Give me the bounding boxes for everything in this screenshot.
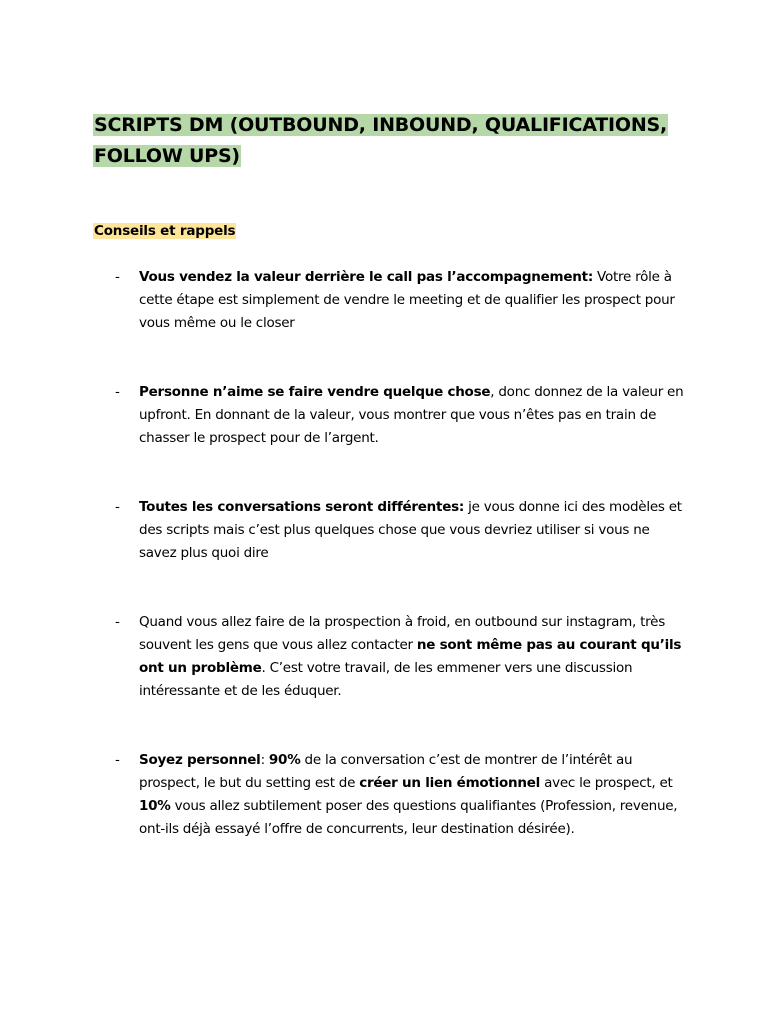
tip-item [139, 381, 684, 450]
tip-item [139, 611, 684, 703]
tip-4-bold: ne sont même pas au courant qu’ils ont un problème [139, 637, 682, 676]
tip-2-bold: Personne n’aime se faire vendre quelque chose [139, 384, 491, 400]
page-title [93, 110, 673, 172]
tip-5-bold-b: 90% [268, 752, 301, 768]
tip-5-bold-a: Soyez personnel [139, 752, 261, 768]
tip-5-bold-d: 10% [139, 798, 171, 814]
bullet-marker: - [115, 499, 120, 515]
tip-item [139, 266, 684, 335]
tip-3-text: je vous donne ici des modèles et des scripts mais c’est plus quelques chose que vous devriez utiliser si vous ne savez plus quoi dire [139, 499, 682, 561]
tip-4-text-a: Quand vous allez faire de la prospection à froid, en outbound sur instagram, très souvent les gens que vous allez contacter [139, 614, 666, 653]
section-heading [93, 220, 236, 242]
tip-item [139, 496, 684, 565]
tip-5-text-c: avec le prospect, et [540, 775, 673, 791]
tip-1-bold: Vous vendez la valeur derrière le call pas l’accompagnement: [139, 269, 593, 285]
bullet-marker: - [115, 384, 120, 400]
tip-3-bold: Toutes les conversations seront différentes: [139, 499, 465, 515]
tip-2-text: , donc donnez de la valeur en upfront. En donnant de la valeur, vous montrer que vous n’êtes pas en train de chasser le prospect pour de l’argent. [139, 384, 684, 446]
bullet-marker: - [115, 614, 120, 630]
section-heading-text: Conseils et rappels [94, 223, 236, 239]
tip-1-text: Votre rôle à cette étape est simplement de vendre le meeting et de qualifier les prospect pour vous même ou le closer [139, 269, 675, 331]
tip-4-text-b: . C’est votre travail, de les emmener vers une discussion intéressante et de les éduquer. [139, 660, 633, 699]
bullet-marker: - [115, 269, 120, 285]
tip-item [139, 749, 684, 841]
tip-5-text-b: de la conversation c’est de montrer de l’intérêt au prospect, le but du setting est de [139, 752, 633, 791]
page-title-text: SCRIPTS DM (OUTBOUND, INBOUND, QUALIFICATIONS, FOLLOW UPS) [94, 114, 668, 167]
bullet-marker: - [115, 752, 120, 768]
tip-5-bold-c: créer un lien émotionnel [359, 775, 541, 791]
tip-5-text-d: vous allez subtilement poser des questions qualifiantes (Profession, revenue, ont-ils déjà essayé l’offre de concurrents, leur destination désirée). [139, 798, 678, 837]
tip-5-text-a: : [260, 752, 269, 768]
